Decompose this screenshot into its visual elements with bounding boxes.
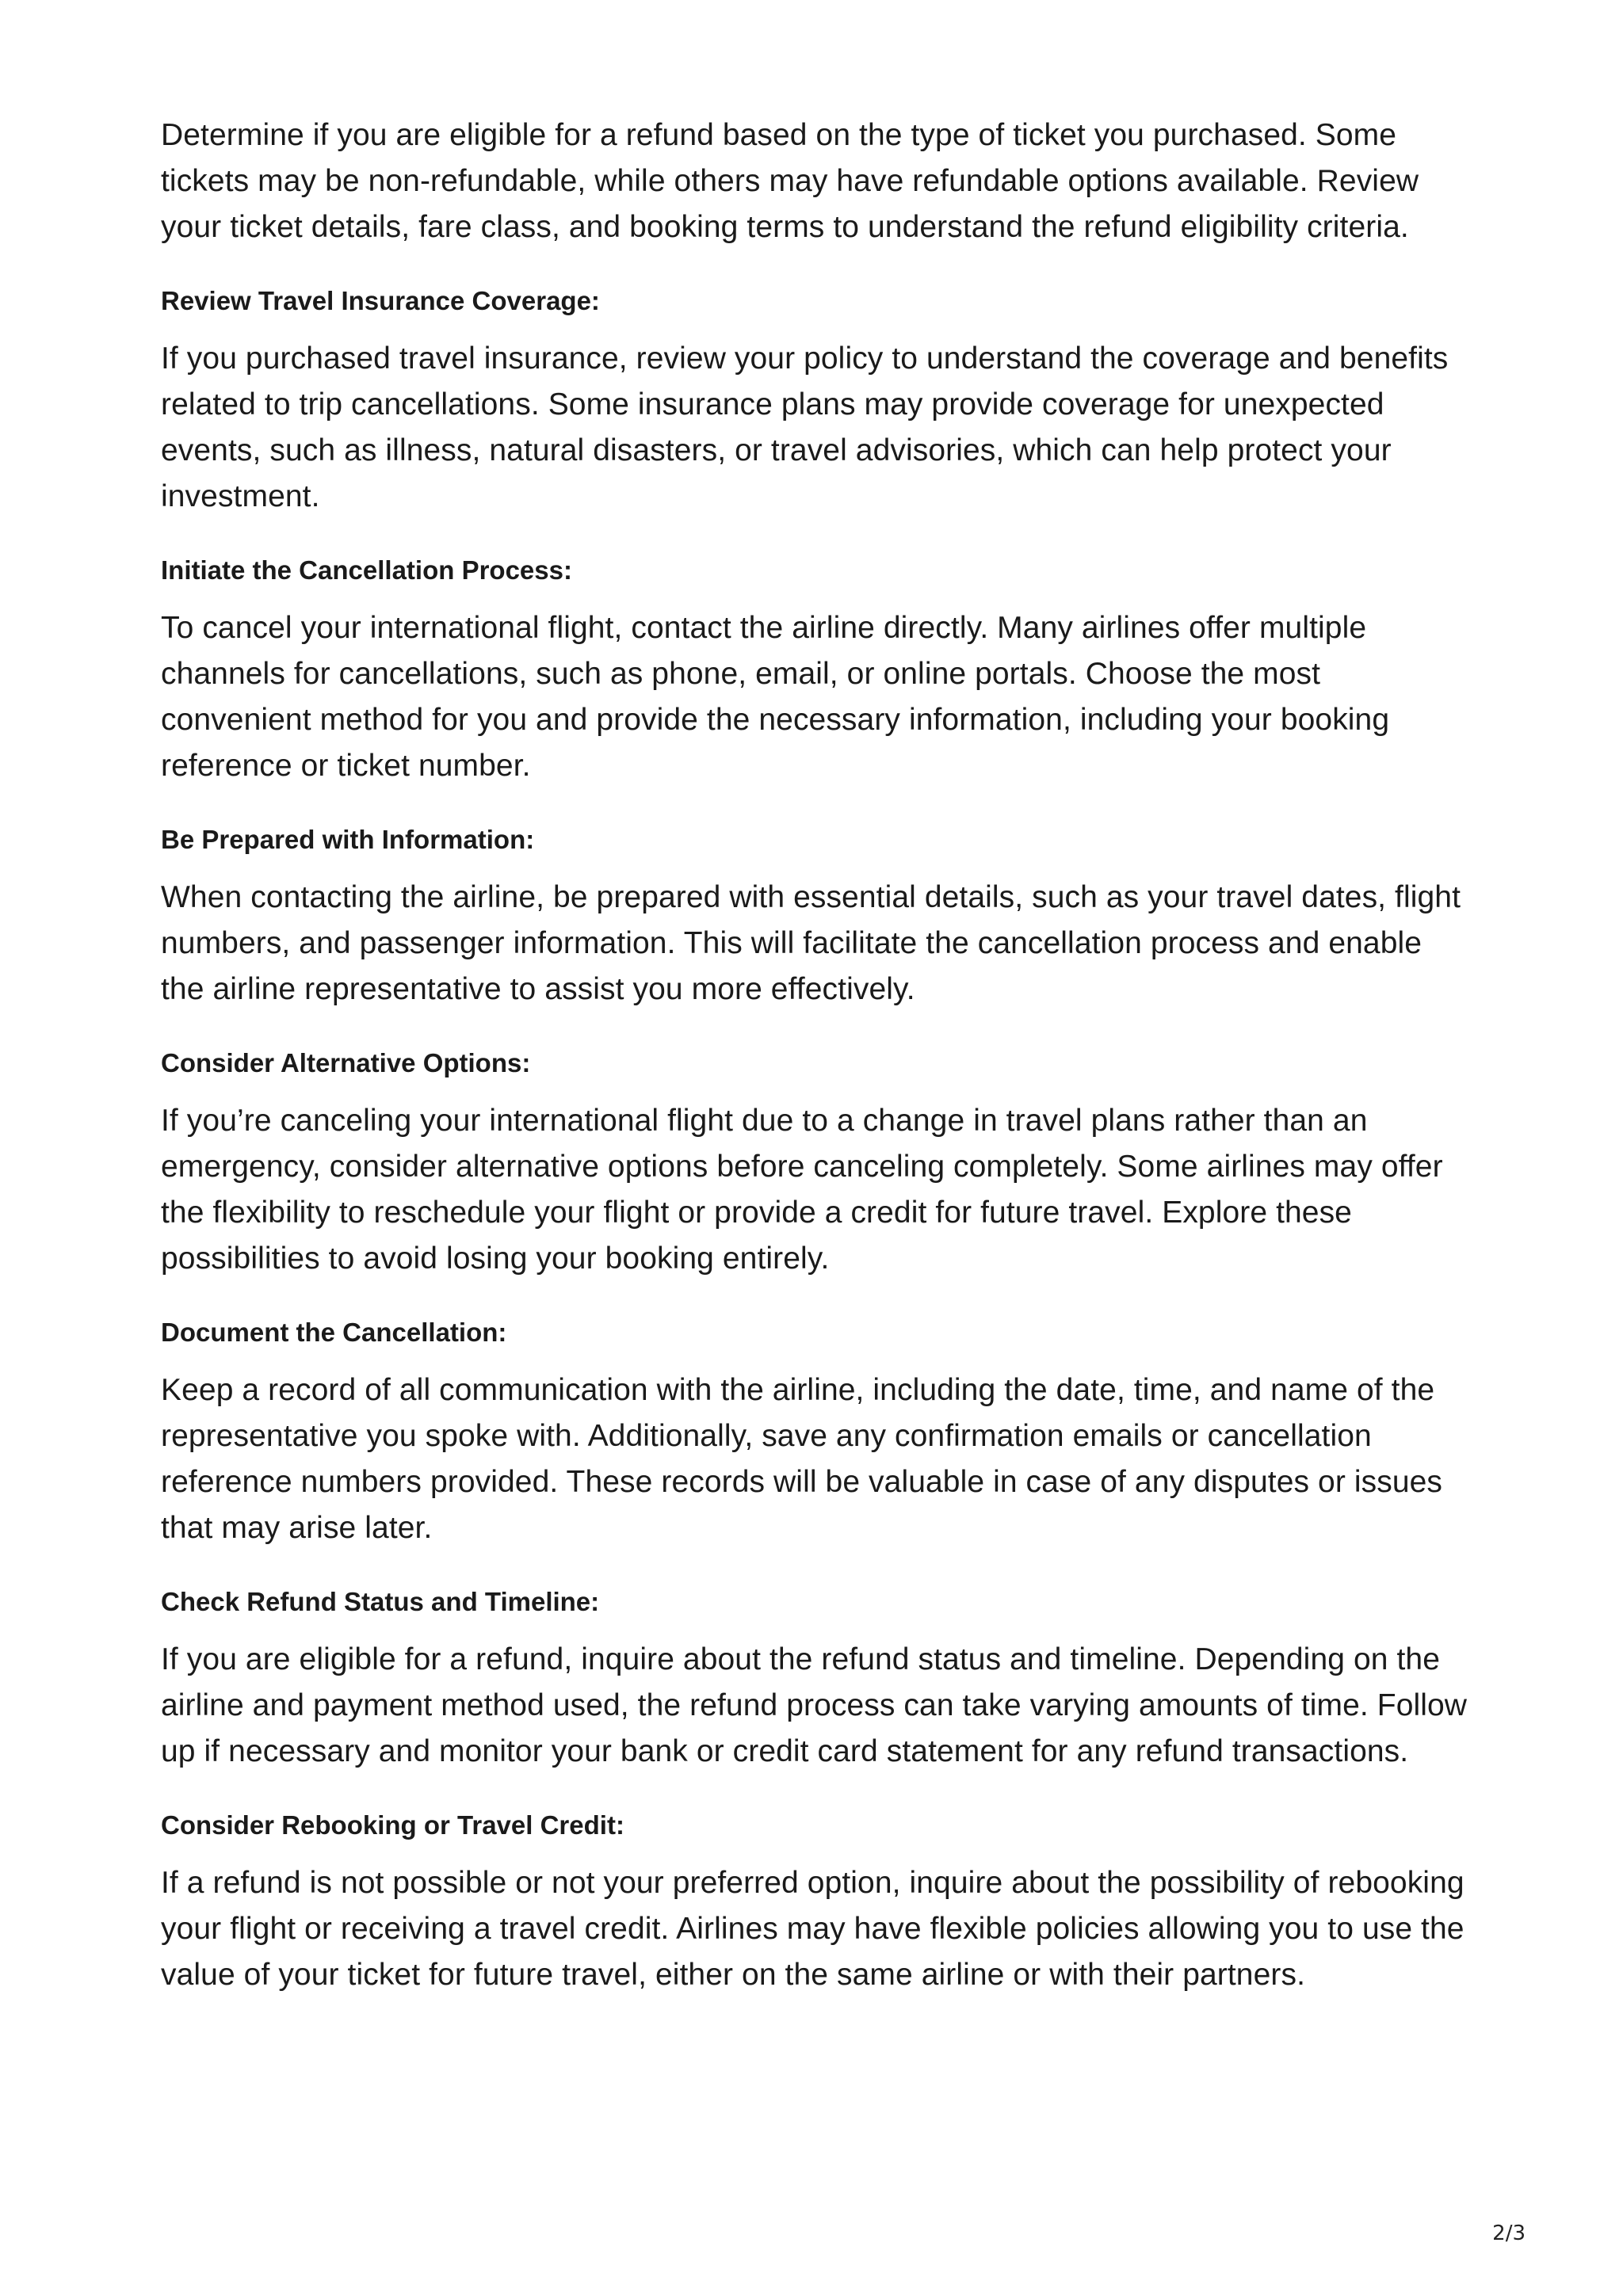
section-paragraph: If you purchased travel insurance, review your policy to understand the coverage and benefits related to trip cancellations. Some insurance plans may provide coverage for unexpected events, such as illness, natural disasters, or travel advisories, which can help protect your investment. xyxy=(161,341,1449,513)
section-alternative-options xyxy=(161,1047,1468,1282)
section-travel-insurance xyxy=(161,285,1468,520)
section-paragraph: When contacting the airline, be prepared with essential details, such as your travel dates, flight numbers, and passenger information. This will facilitate the cancellation process and enable the airline representative to assist you more effectively. xyxy=(161,880,1461,1006)
intro-paragraph: Determine if you are eligible for a refund based on the type of ticket you purchased. Some tickets may be non-refundable, while others may have refundable options available. Review your ticket details, fare class, and booking terms to understand the refund eligibility criteria. xyxy=(161,118,1419,244)
document-page xyxy=(161,113,1468,1998)
section-paragraph: If a refund is not possible or not your preferred option, inquire about the possibility of rebooking your flight or receiving a travel credit. Airlines may have flexible policies allowing you to use the value of your ticket for future travel, either on the same airline or with their partners. xyxy=(161,1866,1465,1992)
section-paragraph: If you’re canceling your international flight due to a change in travel plans rather than an emergency, consider alternative options before canceling completely. Some airlines may offer the flexibility to reschedule your flight or provide a credit for future travel. Explore these possibilities to avoid losing your booking entirely. xyxy=(161,1104,1443,1276)
section-paragraph: If you are eligible for a refund, inquire about the refund status and timeline. Depending on the airline and payment method used, the refund process can take varying amounts of time. Follow up if necessary and monitor your bank or credit card statement for any refund transactions. xyxy=(161,1642,1468,1768)
section-paragraph: To cancel your international flight, contact the airline directly. Many airlines offer multiple channels for cancellations, such as phone, email, or online portals. Choose the most convenient method for you and provide the necessary information, including your booking reference or ticket number. xyxy=(161,611,1390,783)
section-heading: Consider Rebooking or Travel Credit: xyxy=(161,1810,624,1840)
section-rebooking-credit xyxy=(161,1810,1468,1998)
section-be-prepared xyxy=(161,824,1468,1013)
section-heading: Review Travel Insurance Coverage: xyxy=(161,286,600,315)
section-heading: Consider Alternative Options: xyxy=(161,1048,531,1077)
section-initiate-cancellation xyxy=(161,555,1468,789)
section-heading: Initiate the Cancellation Process: xyxy=(161,555,572,585)
section-heading: Document the Cancellation: xyxy=(161,1318,507,1347)
section-document-cancellation xyxy=(161,1317,1468,1551)
page-number: 2/3 xyxy=(1492,2222,1526,2245)
section-heading: Check Refund Status and Timeline: xyxy=(161,1587,600,1616)
section-paragraph: Keep a record of all communication with the airline, including the date, time, and name of the representative you spoke with. Additionally, save any confirmation emails or cancellation reference numbers provided. These records will be valuable in case of any disputes or issues that may arise later. xyxy=(161,1373,1442,1545)
section-refund-status xyxy=(161,1586,1468,1775)
section-heading: Be Prepared with Information: xyxy=(161,825,535,854)
